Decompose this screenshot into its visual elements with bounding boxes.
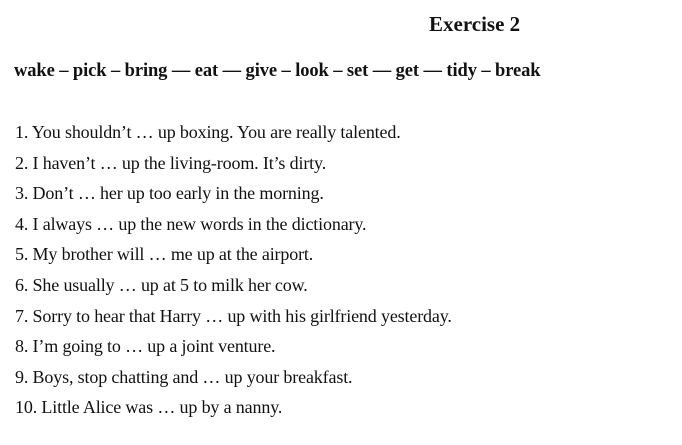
sentence-item: 1. You shouldn’t … up boxing. You are really talented.	[15, 122, 401, 142]
sentence-item: 7. Sorry to hear that Harry … up with his girlfriend yesterday.	[15, 305, 452, 326]
sentence-item: 5. My brother will … me up at the airport.	[15, 244, 314, 265]
sentence-item: 10. Little Alice was … up by a nanny.	[15, 397, 283, 418]
sentence-item: 9. Boys, stop chatting and … up your breakfast.	[15, 366, 353, 387]
sentence-item: 6. She usually … up at 5 to milk her cow.	[15, 274, 308, 295]
word-bank: wake – pick – bring — eat — give – look – set — get — tidy – break	[14, 61, 541, 81]
sentence-item: 2. I haven’t … up the living-room. It’s dirty.	[15, 152, 327, 173]
sentence-item: 4. I always … up the new words in the dictionary.	[15, 213, 367, 234]
sentence-list	[15, 117, 452, 423]
sentence-item: 3. Don’t … her up too early in the morning.	[15, 183, 324, 204]
sentence-item: 8. I’m going to … up a joint venture.	[15, 336, 276, 357]
exercise-title: Exercise 2	[429, 12, 521, 36]
